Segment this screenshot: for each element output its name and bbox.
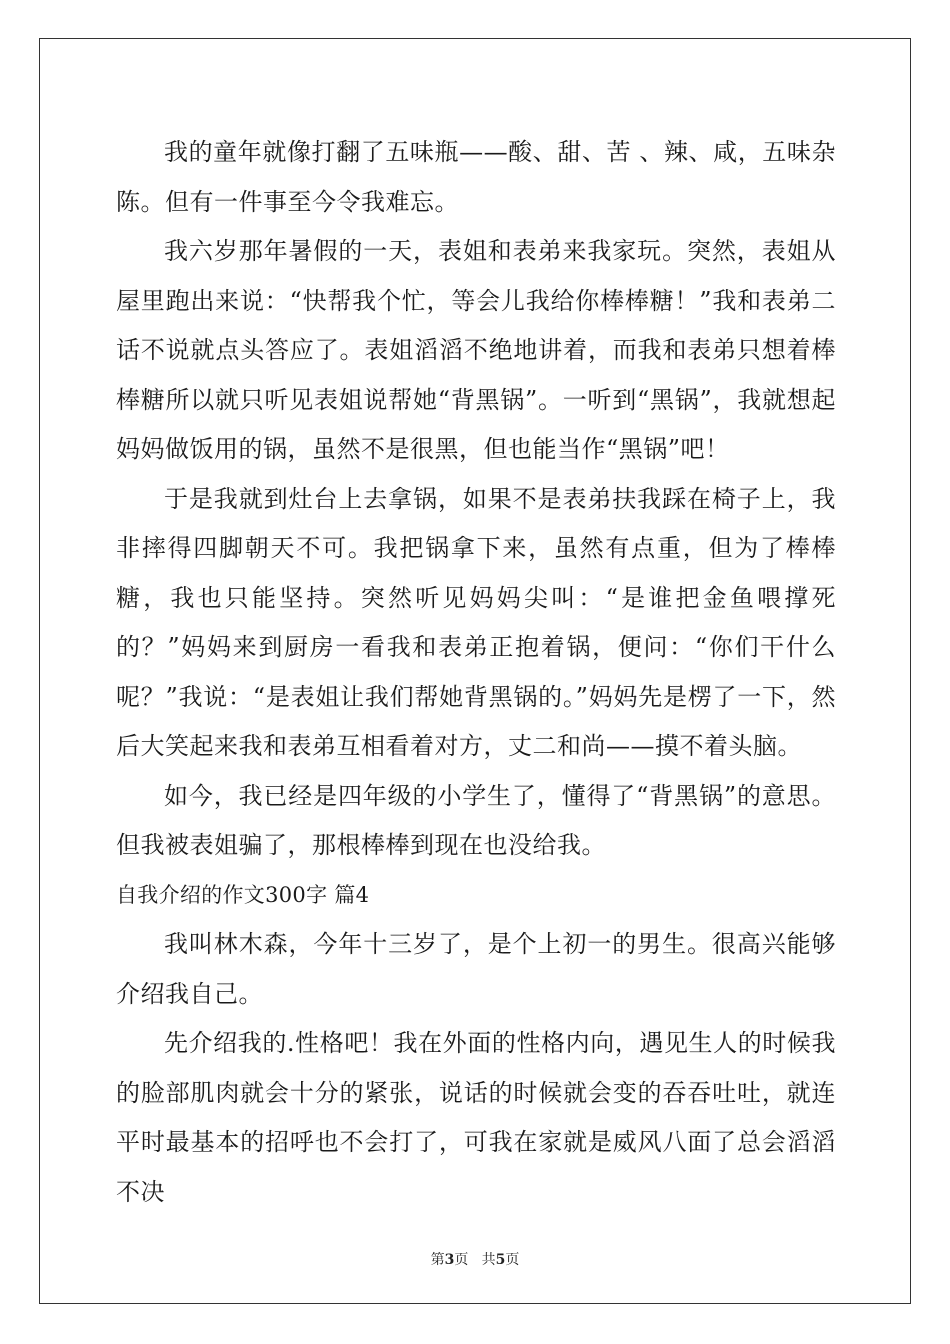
current-page-number: 3: [444, 1252, 455, 1268]
total-pages-number: 5: [495, 1252, 506, 1268]
paragraph-5: 我叫林木森，今年十三岁了，是个上初一的男生。很高兴能够介绍我自己。: [116, 930, 836, 1008]
paragraph-2: 我六岁那年暑假的一天，表姐和表弟来我家玩。突然，表姐从屋里跑出来说：“快帮我个忙，等会儿我给你棒棒糖！”我和表弟二话不说就点头答应了。表姐滔滔不绝地讲着，而我和表弟只想着棒棒糖所以就只听见表姐说帮她“背黑锅”。一听到“黑锅”，我就想起妈妈做饭用的锅，虽然不是很黑，但也能当作“黑锅”吧！: [116, 237, 836, 463]
paragraph-4: 如今，我已经是四年级的小学生了，懂得了“背黑锅”的意思。但我被表姐骗了，那根棒棒到现在也没给我。: [116, 781, 836, 859]
paragraph-1: 我的童年就像打翻了五味瓶——酸、甜、苦 、辣、咸，五味杂陈。但有一件事至今令我难忘。: [116, 138, 836, 216]
page-footer: [0, 1249, 950, 1269]
footer-mid: 页 共: [454, 1252, 496, 1268]
section-heading: 自我介绍的作文300字 篇4: [116, 882, 370, 907]
footer-suffix: 页: [505, 1252, 520, 1268]
paragraph-6: 先介绍我的.性格吧！我在外面的性格内向，遇见生人的时候我的脸部肌肉就会十分的紧张，说话的时候就会变的吞吞吐吐，就连平时最基本的招呼也不会打了，可我在家就是威风八面了总会滔滔不决: [116, 1029, 836, 1206]
paragraph-3: 于是我就到灶台上去拿锅，如果不是表弟扶我踩在椅子上，我非摔得四脚朝天不可。我把锅拿下来，虽然有点重，但为了棒棒糖，我也只能坚持。突然听见妈妈尖叫：“是谁把金鱼喂撑死的？”妈妈来到厨房一看我和表弟正抱着锅，便问：“你们干什么呢？”我说：“是表姐让我们帮她背黑锅的。”妈妈先是楞了一下，然后大笑起来我和表弟互相看着对方，丈二和尚——摸不着头脑。: [116, 484, 836, 760]
document-body: [116, 128, 836, 1217]
footer-prefix: 第: [430, 1252, 445, 1268]
